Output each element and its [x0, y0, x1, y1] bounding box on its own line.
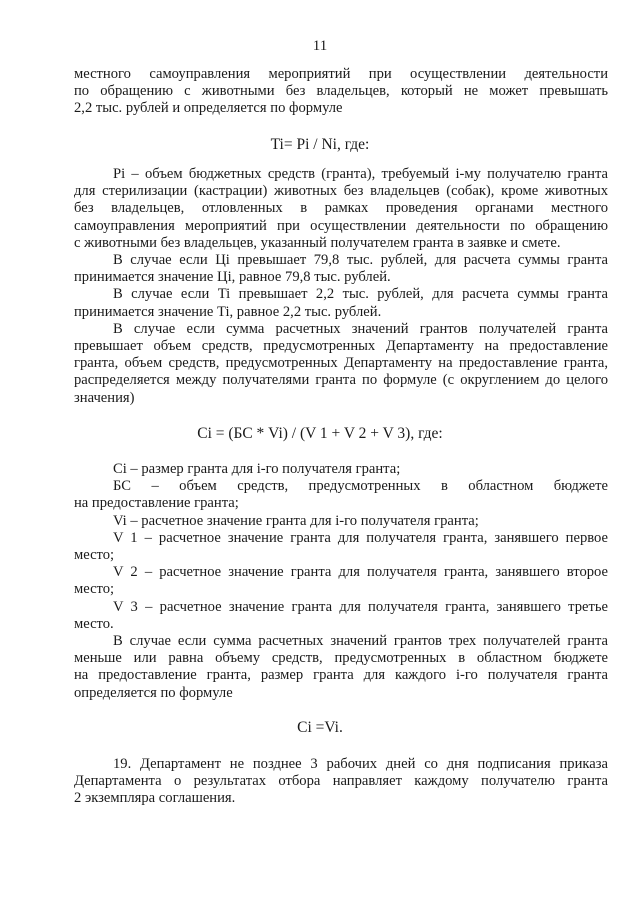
definitions-block-2	[74, 461, 608, 702]
text-line: В случае если Ti превышает 2,2 тыс. рублей, для расчета суммы гранта	[113, 286, 608, 303]
definitions-block-1	[74, 166, 608, 407]
text-line: значения)	[74, 389, 135, 406]
text-line: с животными без владельцев, указанный получателем гранта в заявке и смете.	[74, 234, 561, 251]
formula-ci-vi: Ci =Vi.	[297, 719, 343, 736]
text-line: V 1 – расчетное значение гранта для получателя гранта, занявшего первое	[113, 529, 608, 546]
text-line: V 3 – расчетное значение гранта для получателя гранта, занявшего третье	[113, 598, 608, 615]
text-line: принимается значение Ti, равное 2,2 тыс. рублей.	[74, 303, 382, 320]
text-line: 2 экземпляра соглашения.	[74, 790, 236, 807]
text-line: В случае если сумма расчетных значений грантов получателей гранта	[113, 320, 608, 337]
text-line: место;	[74, 581, 115, 598]
text-line: для стерилизации (кастрации) животных без владельцев (собак), кроме животных	[74, 183, 608, 200]
formula-ti: Ti= Pi / Ni, где:	[270, 136, 370, 153]
text-line: на предоставление гранта, размер гранта для каждого i-го получателя гранта	[74, 667, 608, 684]
text-line: В случае если сумма расчетных значений грантов трех получателей гранта	[113, 633, 608, 650]
text-line: Vi – расчетное значение гранта для i-го получателя гранта;	[113, 512, 479, 529]
text-line: место.	[74, 615, 114, 632]
text-line: определяется по формуле	[74, 684, 233, 701]
intro-paragraph	[74, 66, 608, 118]
text-line: превышает объем средств, предусмотренных Департаменту на предоставление	[74, 338, 608, 355]
text-line: гранта, объем средств, предусмотренных Департаменту на предоставление гранта,	[74, 355, 608, 372]
text-line: Департамента о результатах отбора направляет каждому получателю гранта	[74, 773, 608, 790]
text-line: Ci – размер гранта для i-го получателя гранта;	[113, 461, 401, 477]
text-line: самоуправления мероприятий при осуществлении деятельности по обращению	[74, 217, 608, 234]
text-line: 2,2 тыс. рублей и определяется по формуле	[74, 100, 343, 117]
text-line: V 2 – расчетное значение гранта для получателя гранта, занявшего второе	[113, 564, 608, 581]
text-line: место;	[74, 547, 115, 564]
text-line: меньше или равна объему средств, предусмотренных в областном бюджете	[74, 650, 608, 667]
text-line: на предоставление гранта;	[74, 495, 239, 512]
page-number: 11	[312, 38, 328, 54]
text-line: по обращению с животными без владельцев, который не может превышать	[74, 83, 608, 100]
text-line: без владельцев, отловленных в рамках проведения органами местного	[74, 200, 608, 217]
formula-ci: Ci = (БС * Vi) / (V 1 + V 2 + V 3), где:	[197, 425, 443, 442]
item-19-paragraph	[74, 756, 608, 808]
text-line: БС – объем средств, предусмотренных в областном бюджете	[113, 478, 608, 495]
text-line: В случае если Цi превышает 79,8 тыс. рублей, для расчета суммы гранта	[113, 252, 608, 269]
text-line: Pi – объем бюджетных средств (гранта), требуемый i-му получателю гранта	[113, 166, 608, 182]
text-line: распределяется между получателями гранта по формуле (с округлением до целого	[74, 372, 608, 389]
text-line: 19. Департамент не позднее 3 рабочих дней со дня подписания приказа	[113, 756, 608, 772]
text-line: принимается значение Цi, равное 79,8 тыс. рублей.	[74, 269, 391, 286]
text-line: местного самоуправления мероприятий при осуществлении деятельности	[74, 66, 608, 82]
